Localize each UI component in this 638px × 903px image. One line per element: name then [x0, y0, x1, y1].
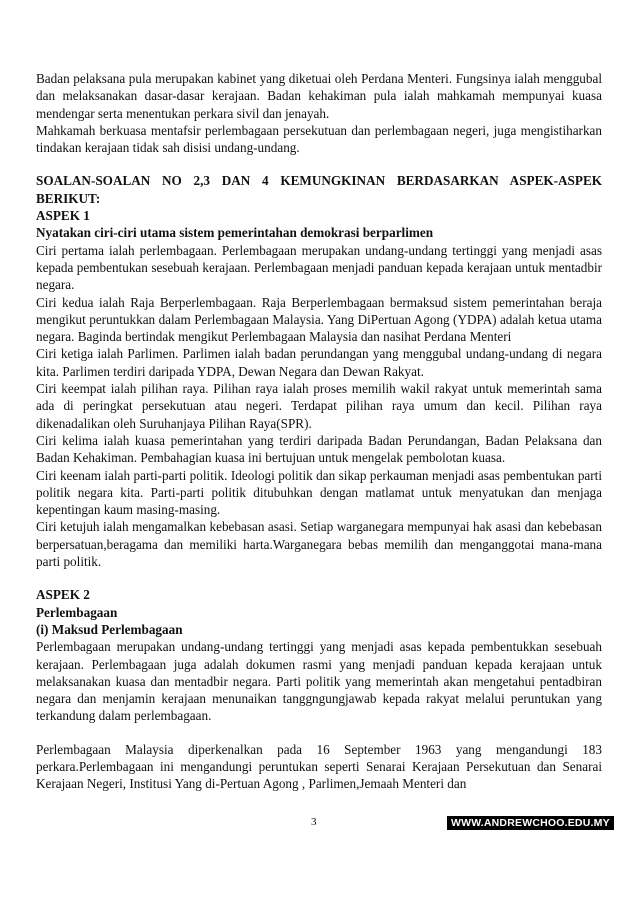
intro-paragraph-1: Badan pelaksana pula merupakan kabinet yang diketuai oleh Perdana Menteri. Fungsinya ialah menggubal dan melaksanakan dasar-dasar kerajaan. Badan kehakiman pula ialah mahkamah mempunyai kuasa mendengar serta menentukan perkara sivil dan jenayah.	[36, 71, 602, 121]
aspek-2-title: ASPEK 2	[36, 587, 90, 603]
website-badge: WWW.ANDREWCHOO.EDU.MY	[447, 816, 614, 830]
intro-paragraph-2: Mahkamah berkuasa mentafsir perlembagaan persekutuan dan perlembagaan negeri, juga mengistiharkan tindakan kerajaan tidak sah disisi undang-undang.	[36, 122, 602, 156]
aspek-2-paragraph-2: Perlembagaan Malaysia diperkenalkan pada 16 September 1963 yang mengandungi 183 perkara.Perlembagaan ini mengandungi peruntukan seperti Senarai Kerajaan Persekutuan dan Senarai Kerajaan Negeri, Institusi Yang di-Pertuan Agong , Parlimen,Jemaah Menteri dan	[36, 741, 602, 792]
aspek-1-item-3: Ciri ketiga ialah Parlimen. Parlimen ialah badan perundangan yang menggubal undang-undang di negara kita. Parlimen terdiri daripada YDPA, Dewan Negara dan Dewan Rakyat.	[36, 346, 602, 379]
document-body	[36, 70, 602, 793]
spacer	[36, 156, 602, 172]
aspek-1-item-2: Ciri kedua ialah Raja Berperlembagaan. Raja Berperlembagaan bermaksud sistem pemerintahan beraja mengikut peruntukkan dalam Perlembagaan Malaysia. Yang DiPertuan Agong (YDPA) adalah ketua utama negara. Baginda bertindak mengikut Perlembagaan Malaysia dan nasihat Perdana Menteri	[36, 294, 602, 345]
spacer	[36, 570, 602, 586]
aspek-1-subtitle: Nyatakan ciri-ciri utama sistem pemerintahan demokrasi berparlimen	[36, 225, 434, 241]
page-number: 3	[311, 816, 317, 828]
section-heading: SOALAN-SOALAN NO 2,3 DAN 4 KEMUNGKINAN BERDASARKAN ASPEK-ASPEK BERIKUT:	[36, 173, 602, 206]
aspek-1-item-5: Ciri kelima ialah kuasa pemerintahan yang terdiri daripada Badan Perundangan, Badan Pelaksana dan Badan Kehakiman. Pembahagian kuasa ini bertujuan untuk mengelak pembolotan kuasa.	[36, 432, 602, 466]
aspek-1-title: ASPEK 1	[36, 208, 90, 224]
aspek-1-item-1: Ciri pertama ialah perlembagaan. Perlembagaan merupakan undang-undang tertinggi yang menjadi asas kepada pembentukan sesebuah kerajaan. Perlembagaan menjadi panduan kepada kerajaan untuk mentadbir negara.	[36, 242, 602, 293]
aspek-2-subtitle: Perlembagaan	[36, 604, 118, 620]
aspek-2-paragraph-1: Perlembagaan merupakan undang-undang tertinggi yang menjadi asas kepada pembentukkan sesebuah kerajaan. Perlembagaan juga adalah dokumen rasmi yang menjadi panduan kepada kerajaan untuk melaksanakan kuasa dan mentadbir negara. Parti politik yang memerintah akan mengetahui pentadbiran negara dan menjamin kerajaan menunaikan tanggngungjawab kepada rakyat melalui peruntukan yang terkandung dalam perlembagaan.	[36, 639, 602, 724]
aspek-1-item-4: Ciri keempat ialah pilihan raya. Pilihan raya ialah proses memilih wakil rakyat untuk memerintah sama ada di peringkat persekutuan atau negeri. Terdapat pilihan raya umum dan kecil. Pilihan raya dikenadalikan oleh Suruhanjaya Pilihan Raya(SPR).	[36, 381, 602, 431]
aspek-1-item-6: Ciri keenam ialah parti-parti politik. Ideologi politik dan sikap perkauman menjadi asas pembentukan parti politik negara kita. Parti-parti politik ditubuhkan dengan matlamat untuk menyatukan dan menjaga kepentingan kaum masing-masing.	[36, 467, 602, 518]
spacer	[36, 725, 602, 741]
aspek-2-subheading: (i) Maksud Perlembagaan	[36, 621, 183, 637]
aspek-1-item-7: Ciri ketujuh ialah mengamalkan kebebasan asasi. Setiap warganegara mempunyai hak asasi dan kebebasan berpersatuan,beragama dan memiliki harta.Warganegara bebas memilih dan menganggotai mana-mana parti politik.	[36, 519, 602, 570]
